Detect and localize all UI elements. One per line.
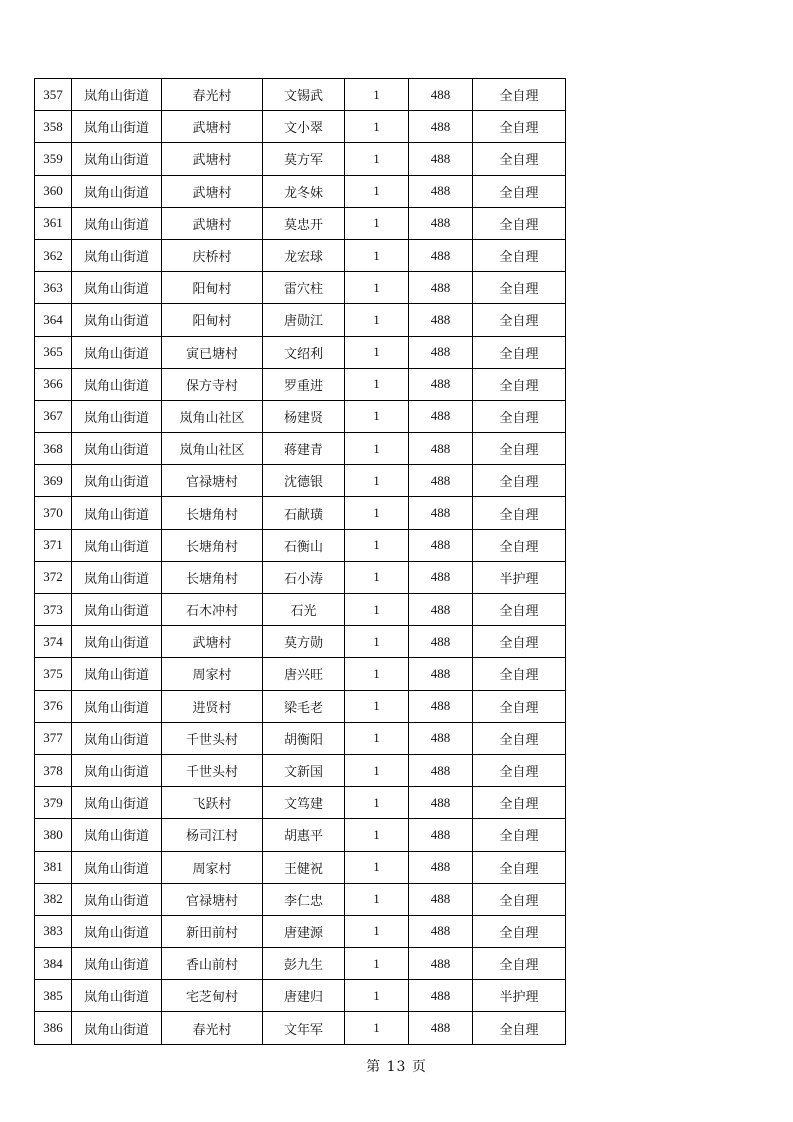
cell-row-index: 371 (35, 529, 72, 561)
table-row (35, 368, 566, 400)
cell-count: 1 (345, 433, 409, 465)
cell-name: 彭九生 (263, 948, 345, 980)
cell-care-level: 全自理 (473, 787, 566, 819)
cell-care-level: 全自理 (473, 79, 566, 111)
cell-village: 官禄塘村 (162, 465, 263, 497)
table-row (35, 980, 566, 1012)
data-table (34, 78, 566, 1045)
cell-amount: 488 (409, 883, 473, 915)
cell-row-index: 376 (35, 690, 72, 722)
table-row (35, 658, 566, 690)
cell-amount: 488 (409, 787, 473, 819)
cell-street: 岚角山街道 (72, 980, 162, 1012)
cell-row-index: 360 (35, 175, 72, 207)
cell-street: 岚角山街道 (72, 368, 162, 400)
cell-street: 岚角山街道 (72, 626, 162, 658)
table-row (35, 948, 566, 980)
cell-care-level: 全自理 (473, 304, 566, 336)
cell-amount: 488 (409, 465, 473, 497)
cell-village: 飞跃村 (162, 787, 263, 819)
table-row (35, 690, 566, 722)
cell-amount: 488 (409, 433, 473, 465)
cell-name: 唐建归 (263, 980, 345, 1012)
cell-count: 1 (345, 79, 409, 111)
cell-count: 1 (345, 722, 409, 754)
table-row (35, 754, 566, 786)
cell-name: 梁毛老 (263, 690, 345, 722)
cell-row-index: 362 (35, 239, 72, 271)
cell-care-level: 全自理 (473, 400, 566, 432)
cell-count: 1 (345, 304, 409, 336)
cell-street: 岚角山街道 (72, 819, 162, 851)
cell-row-index: 378 (35, 754, 72, 786)
cell-care-level: 全自理 (473, 948, 566, 980)
cell-row-index: 385 (35, 980, 72, 1012)
cell-amount: 488 (409, 207, 473, 239)
cell-care-level: 全自理 (473, 915, 566, 947)
cell-village: 保方寺村 (162, 368, 263, 400)
cell-village: 长塘角村 (162, 529, 263, 561)
cell-care-level: 全自理 (473, 465, 566, 497)
cell-name: 胡惠平 (263, 819, 345, 851)
cell-count: 1 (345, 626, 409, 658)
cell-village: 千世头村 (162, 754, 263, 786)
cell-count: 1 (345, 400, 409, 432)
cell-care-level: 全自理 (473, 690, 566, 722)
cell-village: 千世头村 (162, 722, 263, 754)
cell-village: 杨司江村 (162, 819, 263, 851)
cell-count: 1 (345, 819, 409, 851)
cell-count: 1 (345, 658, 409, 690)
cell-row-index: 373 (35, 594, 72, 626)
cell-amount: 488 (409, 1012, 473, 1044)
cell-name: 石献璜 (263, 497, 345, 529)
cell-name: 莫方勋 (263, 626, 345, 658)
cell-street: 岚角山街道 (72, 851, 162, 883)
cell-count: 1 (345, 594, 409, 626)
cell-street: 岚角山街道 (72, 787, 162, 819)
cell-street: 岚角山街道 (72, 948, 162, 980)
cell-street: 岚角山街道 (72, 594, 162, 626)
cell-amount: 488 (409, 529, 473, 561)
cell-street: 岚角山街道 (72, 465, 162, 497)
cell-name: 文新国 (263, 754, 345, 786)
cell-name: 龙冬妹 (263, 175, 345, 207)
cell-care-level: 全自理 (473, 272, 566, 304)
cell-village: 进贤村 (162, 690, 263, 722)
cell-count: 1 (345, 143, 409, 175)
cell-count: 1 (345, 368, 409, 400)
cell-row-index: 369 (35, 465, 72, 497)
cell-name: 沈德银 (263, 465, 345, 497)
cell-street: 岚角山街道 (72, 754, 162, 786)
cell-care-level: 全自理 (473, 819, 566, 851)
cell-count: 1 (345, 851, 409, 883)
cell-row-index: 384 (35, 948, 72, 980)
cell-name: 蒋建青 (263, 433, 345, 465)
cell-village: 阳甸村 (162, 272, 263, 304)
cell-care-level: 半护理 (473, 980, 566, 1012)
cell-street: 岚角山街道 (72, 561, 162, 593)
cell-village: 香山前村 (162, 948, 263, 980)
cell-name: 文年军 (263, 1012, 345, 1044)
cell-name: 莫方军 (263, 143, 345, 175)
cell-amount: 488 (409, 561, 473, 593)
cell-street: 岚角山街道 (72, 207, 162, 239)
cell-count: 1 (345, 336, 409, 368)
cell-amount: 488 (409, 304, 473, 336)
cell-village: 石木冲村 (162, 594, 263, 626)
cell-village: 周家村 (162, 851, 263, 883)
cell-village: 武塘村 (162, 175, 263, 207)
cell-count: 1 (345, 754, 409, 786)
cell-name: 罗重进 (263, 368, 345, 400)
cell-name: 杨建贤 (263, 400, 345, 432)
cell-village: 庆桥村 (162, 239, 263, 271)
cell-count: 1 (345, 915, 409, 947)
table-row (35, 400, 566, 432)
cell-care-level: 全自理 (473, 175, 566, 207)
cell-name: 唐勋江 (263, 304, 345, 336)
table-row (35, 304, 566, 336)
table-row (35, 497, 566, 529)
cell-count: 1 (345, 175, 409, 207)
cell-row-index: 361 (35, 207, 72, 239)
table-row (35, 433, 566, 465)
cell-street: 岚角山街道 (72, 143, 162, 175)
cell-street: 岚角山街道 (72, 497, 162, 529)
cell-care-level: 半护理 (473, 561, 566, 593)
cell-count: 1 (345, 272, 409, 304)
cell-amount: 488 (409, 497, 473, 529)
cell-care-level: 全自理 (473, 368, 566, 400)
cell-name: 王健祝 (263, 851, 345, 883)
cell-care-level: 全自理 (473, 143, 566, 175)
cell-name: 唐兴旺 (263, 658, 345, 690)
cell-village: 新田前村 (162, 915, 263, 947)
cell-name: 文锡武 (263, 79, 345, 111)
table-row (35, 883, 566, 915)
cell-village: 长塘角村 (162, 497, 263, 529)
cell-care-level: 全自理 (473, 883, 566, 915)
cell-amount: 488 (409, 980, 473, 1012)
cell-care-level: 全自理 (473, 594, 566, 626)
cell-village: 春光村 (162, 79, 263, 111)
cell-street: 岚角山街道 (72, 658, 162, 690)
cell-amount: 488 (409, 79, 473, 111)
table-row (35, 79, 566, 111)
cell-name: 石光 (263, 594, 345, 626)
cell-village: 武塘村 (162, 143, 263, 175)
table-row (35, 143, 566, 175)
cell-count: 1 (345, 1012, 409, 1044)
cell-care-level: 全自理 (473, 851, 566, 883)
cell-row-index: 372 (35, 561, 72, 593)
cell-street: 岚角山街道 (72, 304, 162, 336)
cell-name: 文绍利 (263, 336, 345, 368)
cell-care-level: 全自理 (473, 754, 566, 786)
table-row (35, 336, 566, 368)
cell-village: 武塘村 (162, 111, 263, 143)
cell-street: 岚角山街道 (72, 722, 162, 754)
cell-street: 岚角山街道 (72, 529, 162, 561)
cell-street: 岚角山街道 (72, 336, 162, 368)
cell-row-index: 375 (35, 658, 72, 690)
cell-count: 1 (345, 690, 409, 722)
cell-row-index: 381 (35, 851, 72, 883)
cell-row-index: 382 (35, 883, 72, 915)
cell-amount: 488 (409, 175, 473, 207)
cell-care-level: 全自理 (473, 239, 566, 271)
cell-care-level: 全自理 (473, 497, 566, 529)
cell-row-index: 380 (35, 819, 72, 851)
cell-amount: 488 (409, 722, 473, 754)
cell-amount: 488 (409, 915, 473, 947)
cell-street: 岚角山街道 (72, 175, 162, 207)
cell-row-index: 377 (35, 722, 72, 754)
table-row (35, 239, 566, 271)
cell-care-level: 全自理 (473, 722, 566, 754)
table-row (35, 529, 566, 561)
cell-street: 岚角山街道 (72, 433, 162, 465)
cell-street: 岚角山街道 (72, 111, 162, 143)
cell-name: 莫忠开 (263, 207, 345, 239)
cell-name: 胡衡阳 (263, 722, 345, 754)
cell-village: 官禄塘村 (162, 883, 263, 915)
table-row (35, 465, 566, 497)
cell-amount: 488 (409, 594, 473, 626)
cell-care-level: 全自理 (473, 336, 566, 368)
cell-care-level: 全自理 (473, 207, 566, 239)
cell-name: 文小翠 (263, 111, 345, 143)
cell-amount: 488 (409, 336, 473, 368)
table-row (35, 851, 566, 883)
table-row (35, 915, 566, 947)
cell-count: 1 (345, 948, 409, 980)
cell-village: 阳甸村 (162, 304, 263, 336)
cell-amount: 488 (409, 239, 473, 271)
cell-village: 寅已塘村 (162, 336, 263, 368)
cell-count: 1 (345, 883, 409, 915)
table-row (35, 561, 566, 593)
table-row (35, 626, 566, 658)
cell-amount: 488 (409, 754, 473, 786)
cell-village: 岚角山社区 (162, 400, 263, 432)
page-number: 第 13 页 (366, 1059, 427, 1075)
cell-street: 岚角山街道 (72, 883, 162, 915)
cell-care-level: 全自理 (473, 626, 566, 658)
cell-amount: 488 (409, 368, 473, 400)
cell-row-index: 364 (35, 304, 72, 336)
cell-care-level: 全自理 (473, 111, 566, 143)
cell-row-index: 366 (35, 368, 72, 400)
cell-row-index: 368 (35, 433, 72, 465)
table-row (35, 272, 566, 304)
cell-street: 岚角山街道 (72, 690, 162, 722)
cell-care-level: 全自理 (473, 433, 566, 465)
cell-street: 岚角山街道 (72, 915, 162, 947)
cell-amount: 488 (409, 111, 473, 143)
table-row (35, 1012, 566, 1044)
cell-amount: 488 (409, 626, 473, 658)
cell-care-level: 全自理 (473, 658, 566, 690)
cell-row-index: 359 (35, 143, 72, 175)
cell-name: 唐建源 (263, 915, 345, 947)
cell-name: 文笃建 (263, 787, 345, 819)
cell-street: 岚角山街道 (72, 79, 162, 111)
cell-name: 雷穴柱 (263, 272, 345, 304)
cell-amount: 488 (409, 819, 473, 851)
cell-care-level: 全自理 (473, 1012, 566, 1044)
cell-amount: 488 (409, 143, 473, 175)
cell-village: 长塘角村 (162, 561, 263, 593)
cell-count: 1 (345, 529, 409, 561)
table-row (35, 594, 566, 626)
cell-village: 岚角山社区 (162, 433, 263, 465)
cell-count: 1 (345, 561, 409, 593)
cell-amount: 488 (409, 658, 473, 690)
cell-village: 武塘村 (162, 626, 263, 658)
cell-row-index: 386 (35, 1012, 72, 1044)
cell-row-index: 383 (35, 915, 72, 947)
cell-name: 石小涛 (263, 561, 345, 593)
cell-street: 岚角山街道 (72, 239, 162, 271)
cell-count: 1 (345, 465, 409, 497)
cell-name: 龙宏球 (263, 239, 345, 271)
cell-amount: 488 (409, 851, 473, 883)
cell-amount: 488 (409, 948, 473, 980)
cell-count: 1 (345, 497, 409, 529)
cell-amount: 488 (409, 690, 473, 722)
cell-row-index: 379 (35, 787, 72, 819)
cell-amount: 488 (409, 272, 473, 304)
table-row (35, 207, 566, 239)
cell-count: 1 (345, 111, 409, 143)
cell-village: 宅芝甸村 (162, 980, 263, 1012)
cell-village: 武塘村 (162, 207, 263, 239)
cell-row-index: 370 (35, 497, 72, 529)
cell-street: 岚角山街道 (72, 272, 162, 304)
cell-row-index: 367 (35, 400, 72, 432)
cell-name: 石衡山 (263, 529, 345, 561)
cell-row-index: 358 (35, 111, 72, 143)
cell-amount: 488 (409, 400, 473, 432)
cell-village: 周家村 (162, 658, 263, 690)
table-row (35, 787, 566, 819)
table-row (35, 111, 566, 143)
cell-count: 1 (345, 787, 409, 819)
cell-name: 李仁忠 (263, 883, 345, 915)
cell-care-level: 全自理 (473, 529, 566, 561)
cell-row-index: 365 (35, 336, 72, 368)
cell-count: 1 (345, 980, 409, 1012)
table-row (35, 175, 566, 207)
table-body (35, 79, 566, 1045)
cell-count: 1 (345, 207, 409, 239)
table-row (35, 722, 566, 754)
cell-row-index: 357 (35, 79, 72, 111)
cell-village: 春光村 (162, 1012, 263, 1044)
cell-street: 岚角山街道 (72, 1012, 162, 1044)
cell-row-index: 363 (35, 272, 72, 304)
table-row (35, 819, 566, 851)
cell-count: 1 (345, 239, 409, 271)
cell-street: 岚角山街道 (72, 400, 162, 432)
cell-row-index: 374 (35, 626, 72, 658)
